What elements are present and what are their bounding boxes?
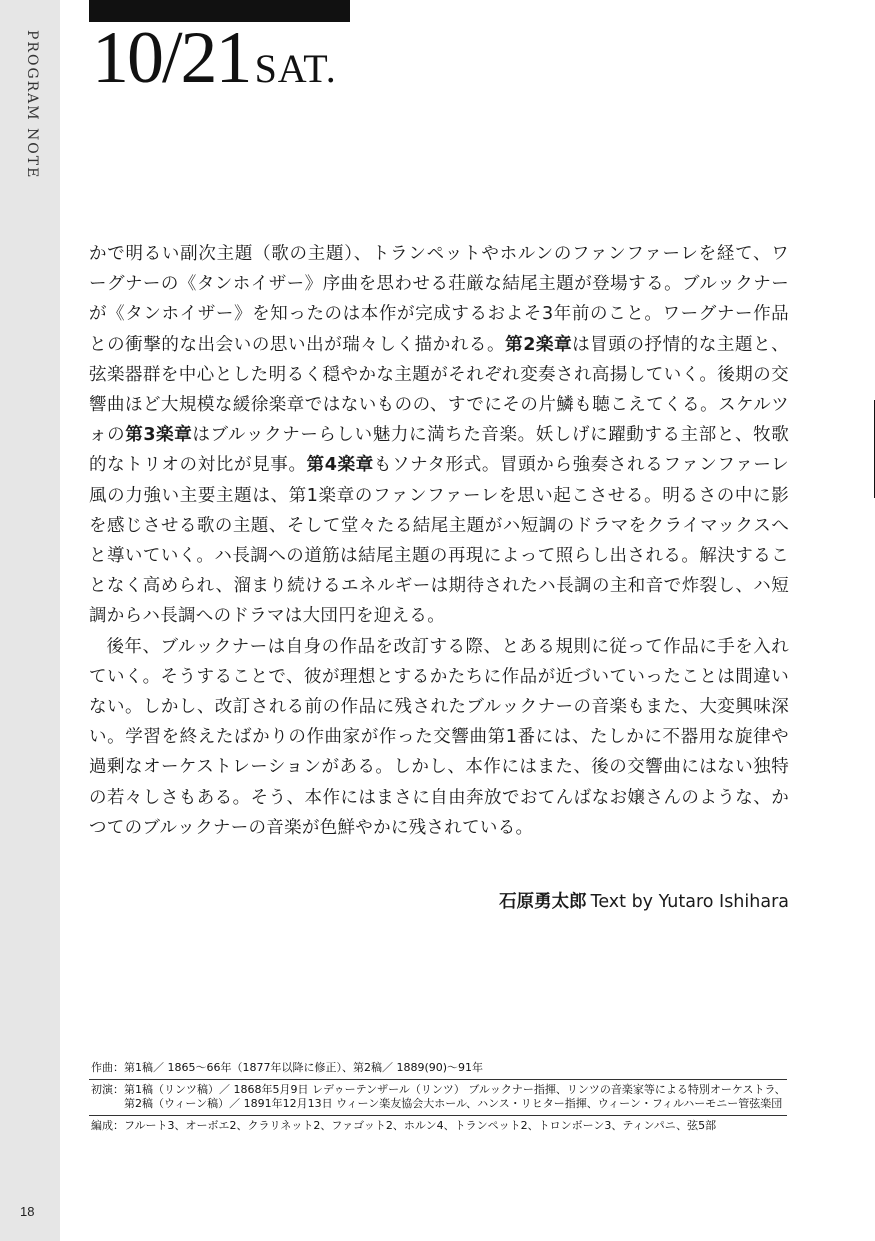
- paragraph-text: は冒頭の抒情的な主題と、弦楽器群を中心とした明るく穏やかな主題がそれぞれ変奏され高揚していく。後期の交響曲ほど大規模な緩徐楽章ではないものの、すでにその片鱗も聴こえてくる。スケルツォの: [89, 334, 789, 446]
- premiere-note: [89, 1079, 787, 1115]
- program-note-body: [89, 239, 789, 843]
- work-details: [89, 1058, 787, 1137]
- instrumentation-note: [89, 1115, 787, 1137]
- paragraph-text: かで明るい副次主題（歌の主題）、トランペットやホルンのファンファーレを経て、ワーグナーの《タンホイザー》序曲を思わせる荘厳な結尾主題が登場する。ブルックナーが《タンホイザー》を知ったのは本作が完成するおよそ3年前のこと。ワーグナー作品との衝撃的な出会いの思い出が瑞々しく描かれる。: [89, 244, 789, 355]
- paragraph-text: もソナタ形式。冒頭から強奏されるファンファーレ風の力強い主要主題は、第1楽章のファンファーレを思い起こさせる。明るさの中に影を感じさせる歌の主題、そして堂々たる結尾主題がハ短調のドラマをクライマックスへと導いていく。ハ長調への道筋は結尾主題の再現によって照らし出される。解決することなく高められ、溜まり続けるエネルギーは期待されたハ長調の主和音で炸裂し、ハ短調からハ長調へのドラマは大団円を迎える。: [89, 455, 789, 627]
- note-value: 第1稿（リンツ稿）／ 1868年5月9日 レデゥーテンザール（リンツ） ブルックナー指揮、リンツの音楽家等による特別オーケストラ、第2稿（ウィーン稿）／ 1891年12月13日 ウィーン楽友協会大ホール、ハンス・リヒター指揮、ウィーン・フィルハーモニー管弦楽団: [124, 1083, 786, 1110]
- composition-note: [89, 1058, 787, 1079]
- author-credit-en: Text by Yutaro Ishihara: [590, 892, 789, 912]
- movement-heading-4: 第4楽章: [306, 455, 374, 476]
- concert-day: SAT.: [254, 46, 337, 91]
- note-label: 編成：: [91, 1119, 124, 1132]
- note-value: 第1稿／ 1865〜66年（1877年以降に修正）、第2稿／ 1889(90)〜91年: [124, 1061, 484, 1074]
- section-label: PROGRAM NOTE: [24, 30, 40, 180]
- movement-heading-3: 第3楽章: [125, 425, 193, 446]
- author-name-jp: 石原勇太郎: [499, 892, 587, 912]
- paragraph-text: はブルックナーらしい魅力に満ちた音楽。妖しげに躍動する主部と、牧歌的なトリオの対比が見事。: [89, 425, 789, 476]
- paragraph-2: 後年、ブルックナーは自身の作品を改訂する際、とある規則に従って作品に手を入れていく。そうすることで、彼が理想とするかたちに作品が近づいていったことは間違いない。しかし、改訂される前の作品に残されたブルックナーの音楽もまた、大変興味深い。学習を終えたばかりの作曲家が作った交響曲第1番には、たしかに不器用な旋律や過剰なオーケストレーションがある。しかし、本作にはまた、後の交響曲にはない独特の若々しさもある。そう、本作にはまさに自由奔放でおてんばなお嬢さんのような、かつてのブルックナーの音楽が色鮮やかに残されている。: [89, 636, 789, 838]
- movement-heading-2: 第2楽章: [505, 334, 573, 355]
- note-label: 作曲：: [91, 1061, 124, 1074]
- page-number: 18: [20, 1204, 35, 1219]
- byline: [499, 888, 789, 913]
- paragraph-1: [89, 239, 789, 632]
- concert-date: 10/21: [92, 17, 251, 99]
- concert-date-heading: [92, 16, 337, 101]
- note-label: 初演：: [91, 1083, 124, 1096]
- sidebar: [0, 0, 60, 1241]
- note-value: フルート3、オーボエ2、クラリネット2、ファゴット2、ホルン4、トランペット2、トロンボーン3、ティンパニ、弦5部: [124, 1119, 717, 1132]
